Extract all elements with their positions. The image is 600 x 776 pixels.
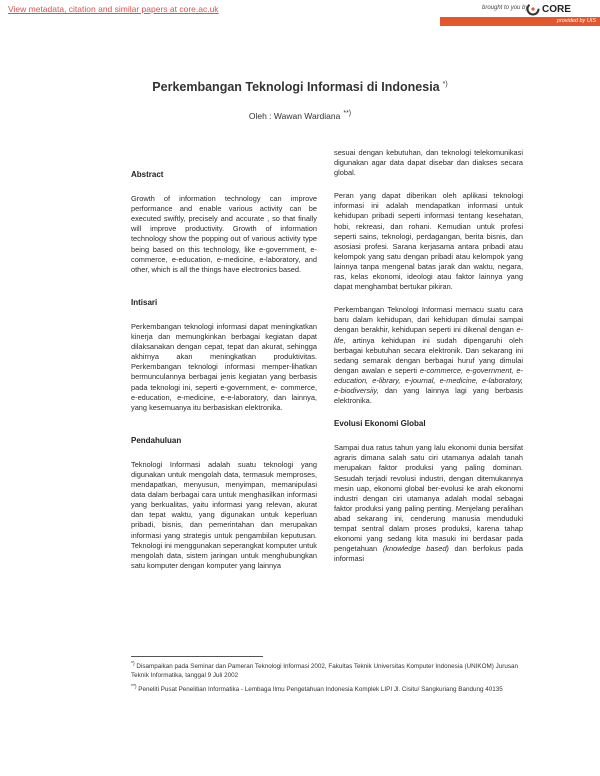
evolusi-heading: Evolusi Ekonomi Global (334, 419, 426, 429)
footnote-2-text: Peneliti Pusat Penelitian Informatika - Lembaga Ilmu Pengetahuan Indonesia Komplek LIPI Jl. Cisitu/ Sangkuriang Bandung 40135 (136, 686, 503, 694)
core-logo-icon (526, 2, 540, 16)
paragraph-evolusi (334, 443, 523, 564)
author-text: Oleh : Wawan Wardiana (248, 110, 341, 121)
perkembangan-text-start: Perkembangan Teknologi Informasi memacu suatu cara baru dalam kehidupan, dari kehidupan dimulai sampai dengan berakhir, kehidupan seperti ini dikenal dengan (334, 305, 523, 335)
title-footnote-marker: *) (442, 80, 448, 88)
e-terms-list: e-commerce, e-government, e-education, e-library, e-journal, e-medicine, e-laboratory, e-biodiversiiy, (334, 365, 524, 395)
paper-title (0, 80, 600, 94)
abstract-heading: Abstract (131, 170, 164, 179)
footnote-1 (131, 660, 526, 680)
provided-by-label[interactable]: provided by UIS (556, 18, 596, 24)
elife-term: e-life (334, 325, 523, 345)
intisari-text: Perkembangan teknologi informasi dapat meningkatkan kinerja dan memungkinkan berbagai kegiatan dapat dilaksanakan dengan cepat, tepat dan akurat, sehingga akhirnya akan meningkatkan produktivitas. Perkembangan teknologi informasi memper-lihatkan bermunculannya berbagai jenis kegiatan yang berbasis pada teknologi ini, seperti e-government, e- commerce, e-education, e-medicine, e-e-laboratory, dan lainnya, yang kesemuanya itu berbasiskan elektronika. (131, 321, 317, 412)
author-line (0, 110, 600, 121)
right-column (334, 148, 523, 577)
footnote-1-marker: *) (131, 661, 135, 667)
intisari-heading: Intisari (131, 297, 158, 307)
core-logo-text: CORE (542, 4, 571, 15)
abstract-text: Growth of information technology can improve performance and enable various activity can be executed swiftly, precisely and accurate , so that finally will improve productivity. Growth of information technology show the popping out of various activity type being based on this technology, like e-government, e-commerce, e-education, e-medicine, e-laboratory, and other, which is all the things have electronics based. (131, 194, 317, 274)
brought-to-you-label: brought to you by (482, 5, 529, 11)
perkembangan-text-end: dan yang lainnya lagi yang berbasis elektronika. (334, 385, 523, 406)
footnote-2-marker: **) (131, 684, 137, 691)
footnote-1-text: Disampaikan pada Seminar dan Pameran Teknologi Informasi 2002, Fakultas Teknik Universitas Komputer Indonesia (UNIKOM) Jurusan Teknik Informatika, tanggal 9 Juli 2002 (131, 663, 518, 680)
evolusi-text-start: Sampai dua ratus tahun yang lalu ekonomi dunia bersifat agraris dimana salah satu ciri utamanya adalah tanah merupakan faktor produksi yang paling dominan. Sesudah terjadi revolusi industri, dengan ditemukannya mesin uap, ekonomi global ber-evolusi ke arah ekonomi industri dengan ciri utamanya adalah modal sebagai faktor produksi yang paling penting. Menjelang peralihan abad sekarang ini, cenderung manusia menduduki tempat sentral dalam proses produksi, karena tahap ekonomi yang sedang kita masuki ini berdasar pada pengetahuan (334, 443, 523, 554)
paragraph-perkembangan (334, 305, 523, 406)
paragraph-peran: Peran yang dapat diberikan oleh aplikasi teknologi informasi ini adalah mendapatkan informasi untuk kehidupan pribadi seperti informasi tentang kesehatan, hobi, rekreasi, dan rohani. Kemudian untuk profesi seperti sains, teknologi, perdagangan, berita bisnis, dan asosiasi profesi. Sarana kerjasama antara pribadi atau kelompok yang satu dengan pribadi atau kelompok yang lainnya tanpa mengenal batas jarak dan waktu, negara, ras, kelas ekonomi, ideologi atau faktor lainnya yang dapat menghambat bertukar pikiran. (334, 191, 523, 292)
footnote-divider (131, 656, 263, 657)
provider-band (440, 17, 600, 26)
author-footnote-marker: **) (343, 110, 352, 117)
top-banner (0, 0, 600, 26)
perkembangan-text-mid: , artinya kehidupan ini sudah dipengaruhi oleh berbagai kebutuhan secara elektronik. Dan sekarang ini sedang semarak dengan berbagai huruf yang dimulai dengan awalan e seperti (334, 335, 523, 375)
paragraph-continuation: sesuai dengan kebutuhan, dan teknologi telekomunikasi digunakan agar data dapat disebar dan diakses secara global. (334, 148, 523, 178)
footnote-2 (131, 683, 526, 694)
pendahuluan-text: Teknologi Informasi adalah suatu teknologi yang digunakan untuk mengolah data, termasuk memproses, mendapatkan, menyusun, menyimpan, memanipulasi data dalam berbagai cara untuk menghasilkan informasi yang berkualitas, yaitu informasi yang relevan, akurat dan tepat waktu, yang digunakan untuk keperluan pribadi, bisnis, dan pemerintahan dan merupakan informasi yang strategis untuk pengambilan keputusan. Teknologi ini menggunakan seperangkat komputer untuk mengolah data, sistem jaringan untuk menghubungkan satu komputer dengan komputer yang lainnya (131, 459, 317, 570)
title-text: Perkembangan Teknologi Informasi di Indonesia (152, 80, 440, 94)
footnotes (131, 660, 526, 697)
left-column (131, 170, 317, 584)
evolusi-text-end: dan berfokus pada informasi (334, 544, 523, 564)
pendahuluan-heading: Pendahuluan (131, 435, 182, 445)
core-metadata-link[interactable]: View metadata, citation and similar papers at core.ac.uk (8, 4, 219, 14)
knowledge-based-term: (knowledge based) (382, 544, 449, 554)
